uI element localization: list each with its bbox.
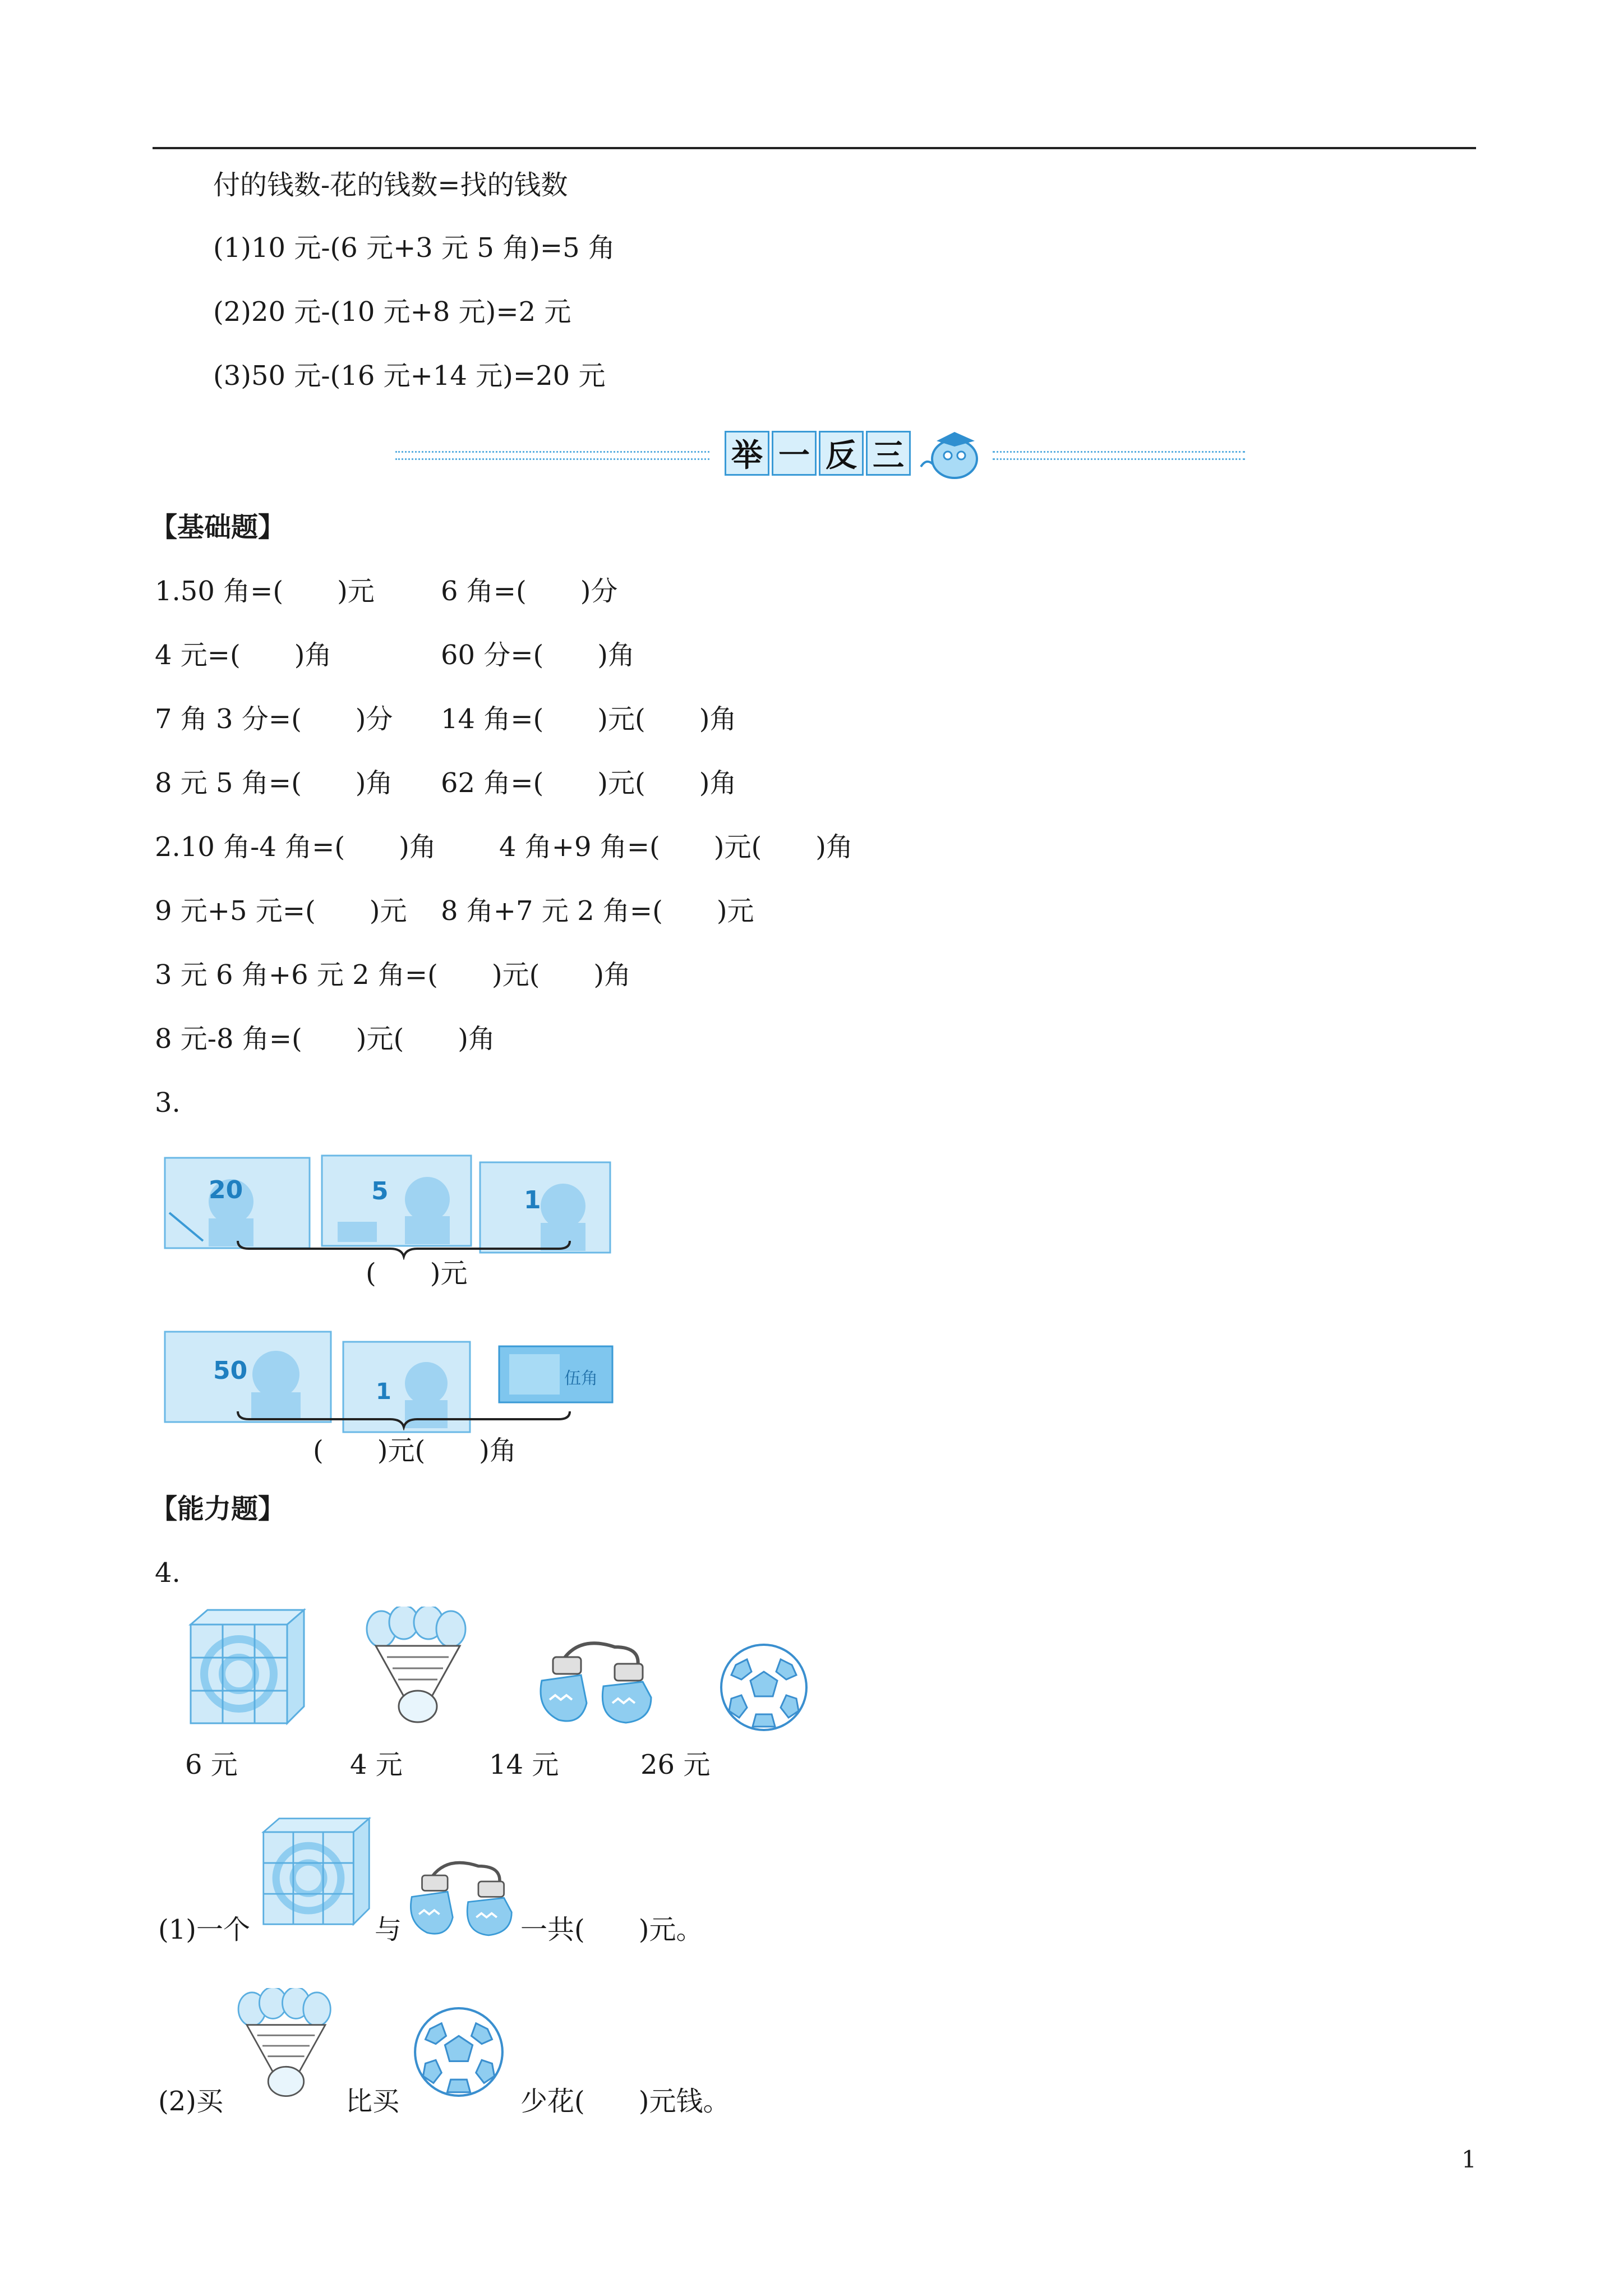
q2-row2-right: 8 角+7 元 2 角=( )元 <box>441 895 754 927</box>
banner-char-1: 举 <box>725 431 769 476</box>
banknote-5-value: 5 <box>371 1177 389 1205</box>
banknote-50-value: 50 <box>213 1356 248 1385</box>
q1-row2-left: 4 元=( )角 <box>155 639 332 671</box>
shuttlecock-icon <box>359 1607 477 1730</box>
q2-row1-right: 4 角+9 角=( )元( )角 <box>499 831 853 863</box>
q4-sub2-part-a: (2)买 <box>158 2086 223 2117</box>
banknote-5-jiao <box>498 1345 614 1404</box>
banknote-20-value: 20 <box>209 1176 243 1204</box>
soccer-ball-icon <box>719 1642 809 1732</box>
banner-right-dotted-line <box>993 451 1245 460</box>
q3-number: 3. <box>155 1087 181 1119</box>
header-rule <box>153 147 1476 149</box>
q1-row3-right: 14 角=( )元( )角 <box>441 703 737 735</box>
q4-sub1-part-b: 与 <box>375 1914 402 1945</box>
q1-row1-right: 6 角=( )分 <box>441 576 618 607</box>
banner-char-2: 一 <box>772 431 817 476</box>
sub2-soccer-ball-icon <box>413 2006 505 2098</box>
q1-row4-right: 62 角=( )元( )角 <box>441 767 737 799</box>
solution-line-1: (1)10 元-(6 元+3 元 5 角)=5 角 <box>213 232 615 264</box>
price-soccer-ball: 26 元 <box>640 1749 711 1780</box>
banknote-1-value: 1 <box>524 1186 541 1214</box>
q1-row4-left: 8 元 5 角=( )角 <box>155 767 393 799</box>
price-shuttlecock: 4 元 <box>350 1749 403 1780</box>
q4-sub2-part-b: 比买 <box>345 2086 400 2117</box>
q2-row4: 8 元-8 角=( )元( )角 <box>155 1023 495 1055</box>
sub2-shuttlecock-icon <box>231 1988 341 2104</box>
q4-number: 4. <box>155 1557 181 1589</box>
banner-char-4: 三 <box>866 431 911 476</box>
banknote-20-yuan <box>164 1157 311 1249</box>
price-magic-cube: 6 元 <box>185 1749 238 1780</box>
solution-line-2: (2)20 元-(10 元+8 元)=2 元 <box>213 296 571 328</box>
solution-rule: 付的钱数-花的钱数=找的钱数 <box>213 169 568 201</box>
solution-line-3: (3)50 元-(16 元+14 元)=20 元 <box>213 360 606 392</box>
gloves-icon <box>531 1641 660 1726</box>
price-gloves: 14 元 <box>489 1749 559 1780</box>
q4-sub2-part-c: 少花( )元钱。 <box>520 2086 730 2117</box>
q4-sub1-part-a: (1)一个 <box>158 1914 250 1945</box>
banner-char-3: 反 <box>819 431 864 476</box>
q2-row3: 3 元 6 角+6 元 2 角=( )元( )角 <box>155 959 631 991</box>
banner-mascot-icon <box>915 427 988 484</box>
section-ability-heading: 【能力题】 <box>150 1493 285 1525</box>
q4-sub1-part-c: 一共( )元。 <box>520 1914 703 1945</box>
q3-group1-answer: ( )元 <box>366 1258 468 1289</box>
q1-row3-left: 7 角 3 分=( )分 <box>155 703 393 735</box>
banner-left-dotted-line <box>395 451 709 460</box>
magic-cube-icon <box>188 1608 306 1726</box>
q3-group2-answer: ( )元( )角 <box>313 1435 517 1466</box>
group2-brace-icon <box>236 1408 572 1430</box>
banknote-5-jiao-value: 伍角 <box>564 1369 598 1388</box>
banknote-1-b-value: 1 <box>376 1379 391 1405</box>
q2-row1-left: 2.10 角-4 角=( )角 <box>155 831 436 863</box>
page-number: 1 <box>1461 2146 1477 2173</box>
sub1-gloves-icon <box>402 1860 519 1939</box>
sub1-magic-cube-icon <box>261 1811 371 1932</box>
q1-row1-left: 1.50 角=( )元 <box>155 576 375 607</box>
q2-row2-left: 9 元+5 元=( )元 <box>155 895 407 927</box>
section-basic-heading: 【基础题】 <box>150 512 285 543</box>
banknote-5-yuan <box>321 1154 472 1247</box>
q1-row2-right: 60 分=( )角 <box>441 639 635 671</box>
